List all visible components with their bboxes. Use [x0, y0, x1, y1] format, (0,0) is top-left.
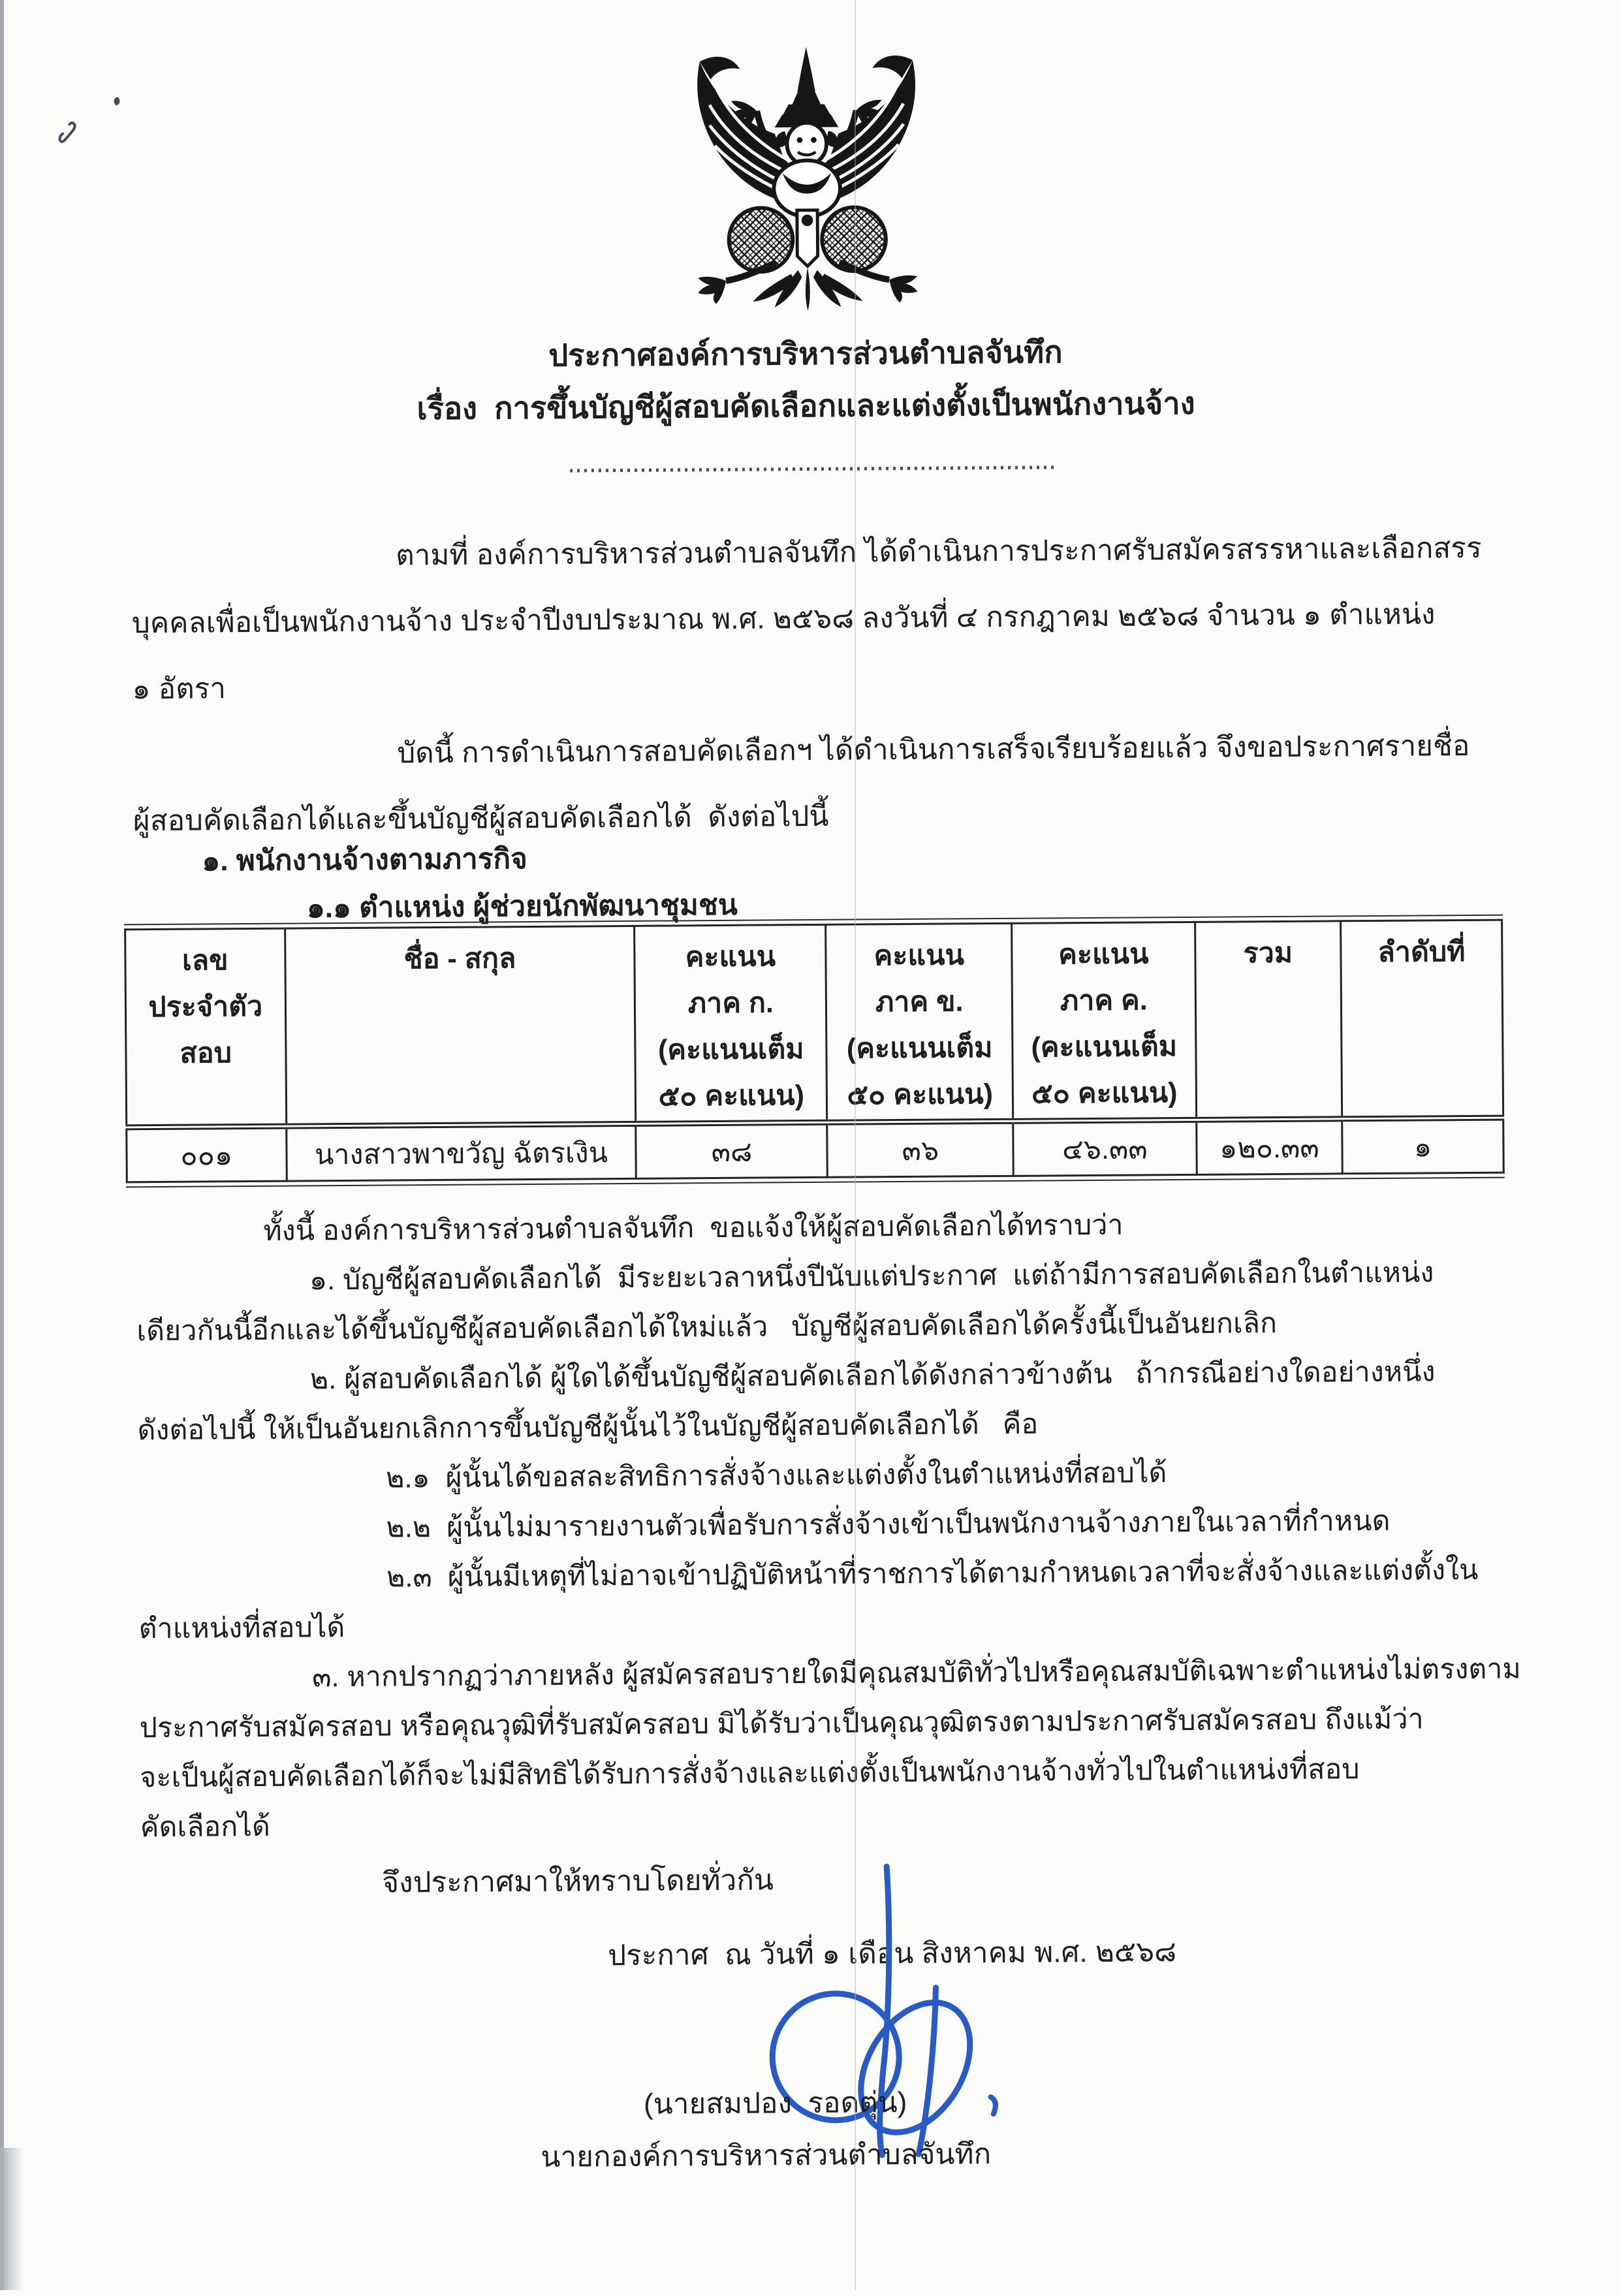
note-line: ๒.๓ ผู้นั้นมีเหตุที่ไม่อาจเข้าปฏิบัติหน้าที่ราชการได้ตามกำหนดเวลาที่จะสั่งจ้างและแต่งตั้งใน: [386, 1554, 1479, 1594]
note-line: ๑. บัญชีผู้สอบคัดเลือกได้ มีระยะเวลาหนึ่งปีนับแต่ประกาศ แต่ถ้ามีการสอบคัดเลือกในตำแหน่ง: [309, 1257, 1434, 1297]
cell-rank: ๑: [1342, 1118, 1503, 1174]
note-line: ๒.๑ ผู้นั้นได้ขอสละสิทธิการสั่งจ้างและแต่งตั้งในตำแหน่งที่สอบได้: [385, 1457, 1167, 1494]
col-header-exam-number: เลข ประจำตัว สอบ: [125, 928, 287, 1127]
announcement-org-title: ประกาศองค์การบริหารส่วนตำบลจันทึก: [548, 334, 1063, 373]
note-line: ทั้งนี้ องค์การบริหารส่วนตำบลจันทึก ขอแจ้งให้ผู้สอบคัดเลือกได้ทราบว่า: [263, 1209, 1124, 1247]
cell-score-b: ๓๖: [827, 1121, 1013, 1177]
paragraph-line: บุคคลเพื่อเป็นพนักงานจ้าง ประจำปีงบประมาณ พ.ศ. ๒๕๖๘ ลงวันที่ ๔ กรกฎาคม ๒๕๖๘ จำนวน ๑ ตำแหน่ง: [131, 598, 1436, 640]
paragraph-line: บัดนี้ การดำเนินการสอบคัดเลือกฯ ได้ดำเนินการเสร็จเรียบร้อยแล้ว จึงขอประกาศรายชื่อ: [397, 729, 1470, 770]
paragraph-line: ๑ อัตรา: [132, 672, 227, 706]
col-header-score-a: คะแนน ภาค ก. (คะแนนเต็ม ๕๐ คะแนน): [635, 924, 827, 1124]
opening-paragraphs: [0, 514, 1618, 855]
col-header-total: รวม: [1195, 921, 1342, 1120]
results-table-wrapper: [124, 915, 1505, 1188]
note-line: เดียวกันนี้อีกและได้ขึ้นบัญชีผู้สอบคัดเลือกได้ใหม่แล้ว บัญชีผู้สอบคัดเลือกได้ครั้งนี้เป็นอันยกเลิก: [136, 1308, 1278, 1347]
note-line: ๓. หากปรากฏว่าภายหลัง ผู้สมัครสอบรายใดมีคุณสมบัติทั่วไปหรือคุณสมบัติเฉพาะตำแหน่งไม่ตรงตาม: [311, 1653, 1521, 1693]
col-header-name: ชื่อ - สกุล: [285, 926, 636, 1126]
results-table: [124, 919, 1505, 1184]
paragraph-line: ตามที่ องค์การบริหารส่วนตำบลจันทึก ได้ดำเนินการประกาศรับสมัครสรรหาและเลือกสรร: [395, 531, 1482, 572]
note-line: จะเป็นผู้สอบคัดเลือกได้ก็จะไม่มีสิทธิได้รับการสั่งจ้างและแต่งตั้งเป็นพนักงานจ้างทั่วไปในตำแหน่งที่สอบ: [140, 1753, 1360, 1794]
announcement-date-line: ประกาศ ณ วันที่ ๑ เดือน สิงหาคม พ.ศ. ๒๕๖๘: [607, 1936, 1177, 1972]
announcement-subject: เรื่อง การขึ้นบัญชีผู้สอบคัดเลือกและแต่งตั้งเป็นพนักงานจ้าง: [417, 385, 1195, 426]
col-header-rank: ลำดับที่: [1341, 920, 1503, 1119]
section-heading: ๑. พนักงานจ้างตามภารกิจ: [202, 843, 527, 877]
garuda-emblem-icon: [678, 42, 936, 319]
note-line: คัดเลือกได้: [140, 1810, 271, 1844]
table-row: [127, 1118, 1504, 1182]
cell-name: นางสาวพาขวัญ ฉัตรเงิน: [286, 1124, 636, 1181]
conditions-section: [2, 1197, 1619, 1853]
subsection-heading: ๑.๑ ตำแหน่ง ผู้ช่วยนักพัฒนาชุมชน: [306, 889, 738, 924]
note-line: ดังต่อไปนี้ ให้เป็นอันยกเลิกการขึ้นบัญชีผู้นั้นไว้ในบัญชีผู้สอบคัดเลือกได้ คือ: [137, 1408, 1039, 1447]
col-header-score-c: คะแนน ภาค ค. (คะแนนเต็ม ๕๐ คะแนน): [1012, 922, 1197, 1121]
cell-score-c: ๔๖.๓๓: [1013, 1120, 1197, 1176]
paragraph-line: ผู้สอบคัดเลือกได้และขึ้นบัญชีผู้สอบคัดเลือกได้ ดังต่อไปนี้: [133, 800, 829, 838]
closing-statement: จึงประกาศมาให้ทราบโดยทั่วกัน: [382, 1864, 774, 1899]
note-line: ๒.๒ ผู้นั้นไม่มารายงานตัวเพื่อรับการสั่งจ้างเข้าเป็นพนักงานจ้างภายในเวลาที่กำหนด: [386, 1505, 1391, 1544]
cell-exam-number: ๐๐๑: [127, 1126, 287, 1182]
note-line: ตำแหน่งที่สอบได้: [138, 1611, 345, 1645]
signer-name: (นายสมปอง รอดตุ่น): [643, 2086, 907, 2120]
signer-title: นายกองค์การบริหารส่วนตำบลจันทึก: [541, 2138, 992, 2173]
cell-score-a: ๓๘: [636, 1122, 828, 1178]
col-header-score-b: คะแนน ภาค ข. (คะแนนเต็ม ๕๐ คะแนน): [826, 923, 1013, 1122]
note-line: ๒. ผู้สอบคัดเลือกได้ ผู้ใดได้ขึ้นบัญชีผู้สอบคัดเลือกได้ดังกล่าวข้างต้น ถ้ากรณีอย่างใดอย่างหนึ่ง: [309, 1356, 1436, 1396]
stray-ink-marks: [49, 87, 141, 159]
cell-total: ๑๒๐.๓๓: [1196, 1119, 1342, 1175]
dotted-divider: [570, 465, 1056, 472]
note-line: ประกาศรับสมัครสอบ หรือคุณวุฒิที่รับสมัครสอบ มิได้รับว่าเป็นคุณวุฒิตรงตามประกาศรับสมัครสอบ ถึงแม้ว่า: [139, 1703, 1424, 1744]
table-header-row: [125, 920, 1503, 1127]
